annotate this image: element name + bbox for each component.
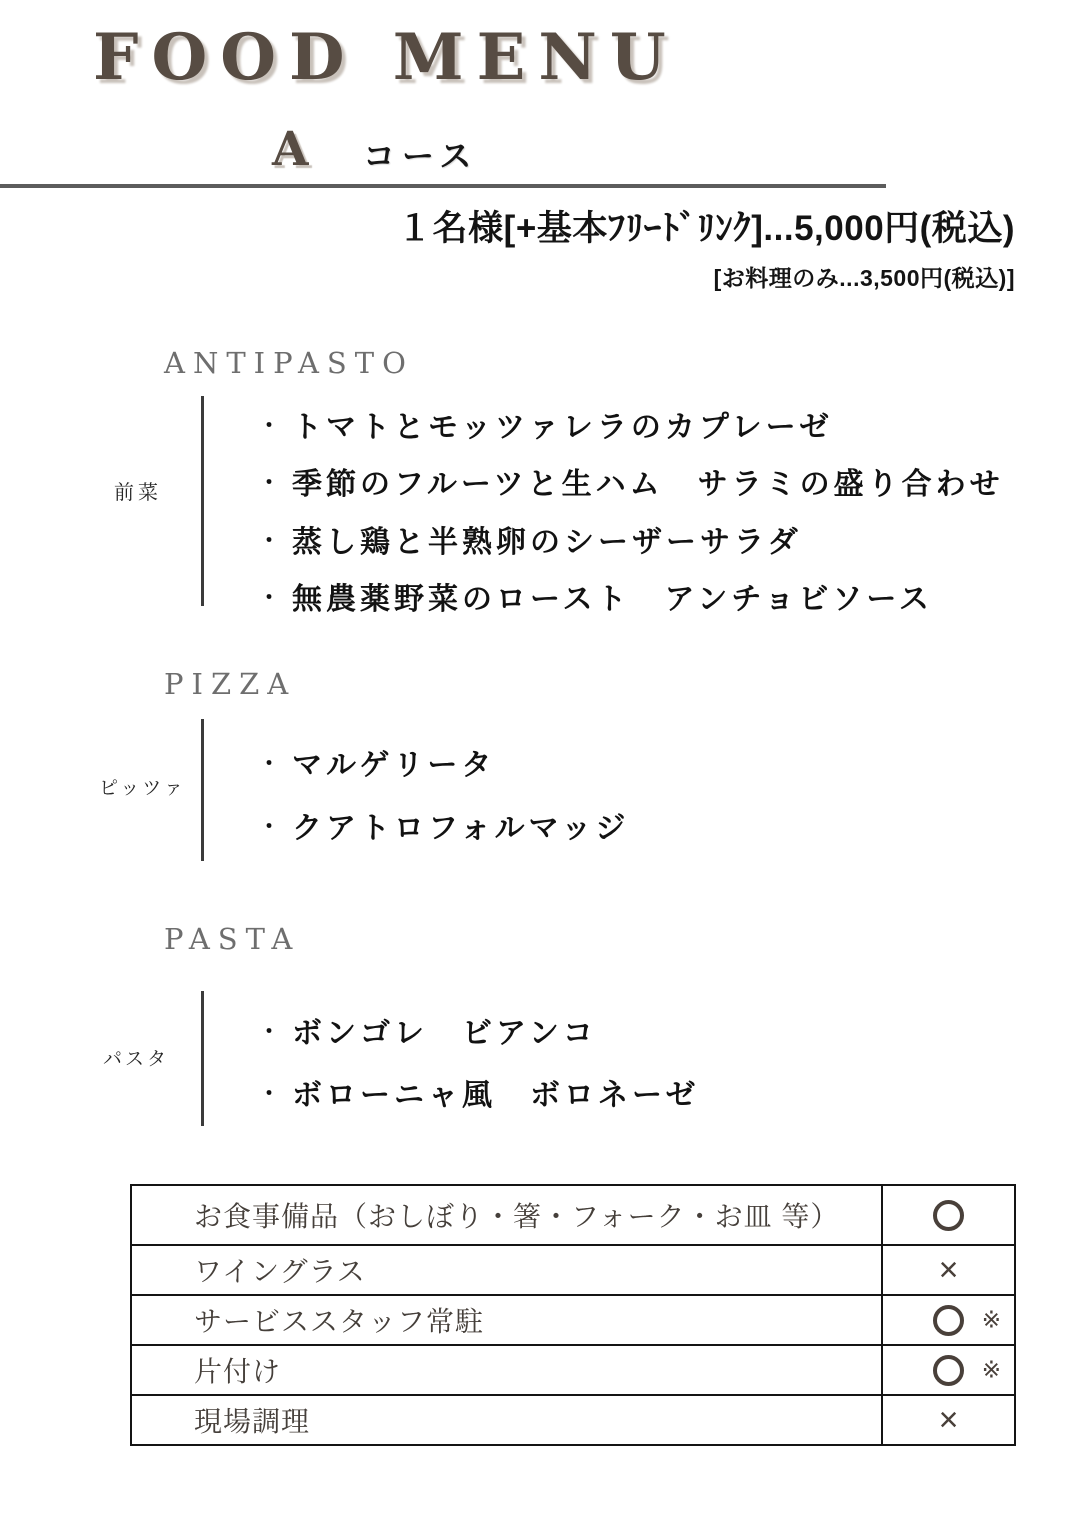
menu-item: [258, 1070, 699, 1114]
availability-mark-icon: [933, 1200, 964, 1231]
table-row-label: ワイングラス: [132, 1246, 883, 1294]
service-table: [130, 1184, 1016, 1446]
availability-mark-icon: [933, 1305, 964, 1336]
table-row: [132, 1296, 1014, 1346]
availability-mark-icon: [933, 1355, 964, 1386]
note-mark: ※: [981, 1356, 1001, 1383]
availability-mark-icon: ×: [938, 1401, 959, 1439]
menu-item: [258, 459, 1004, 503]
menu-item-label: 季節のフルーツと生ハム サラミの盛り合わせ: [292, 468, 1004, 501]
course-label: コース: [363, 138, 479, 174]
menu-item-label: クアトロフォルマッジ: [292, 812, 630, 845]
table-row-label: 現場調理: [132, 1396, 883, 1444]
availability-cell: [883, 1296, 1014, 1344]
menu-item: [258, 517, 802, 561]
table-row: [132, 1246, 1014, 1296]
table-row-label: サービススタッフ常駐: [132, 1296, 883, 1344]
table-row: [132, 1396, 1014, 1444]
bullet-icon: ・: [258, 412, 285, 438]
header-divider-line: [0, 184, 886, 188]
menu-item-label: 無農薬野菜のロースト アンチョビソース: [292, 583, 933, 616]
section-divider-pizza: [201, 719, 204, 861]
table-row: [132, 1186, 1014, 1246]
table-row: [132, 1346, 1014, 1396]
availability-cell: [883, 1186, 1014, 1244]
availability-mark-icon: ×: [938, 1251, 959, 1289]
table-row-label: 片付け: [132, 1346, 883, 1394]
bullet-icon: ・: [258, 584, 285, 610]
menu-item-label: 蒸し鶏と半熟卵のシーザーサラダ: [292, 526, 802, 559]
note-mark: ※: [981, 1306, 1001, 1333]
section-label-pizza: ピッツァ: [99, 778, 187, 799]
price-food-only: [お料理のみ...3,500円(税込)]: [713, 265, 1015, 291]
bullet-icon: ・: [258, 813, 285, 839]
menu-item: [258, 803, 629, 847]
section-label-antipasto: 前菜: [114, 482, 162, 504]
bullet-icon: ・: [258, 527, 285, 553]
section-label-pasta: パスタ: [103, 1049, 170, 1070]
bullet-icon: ・: [258, 1080, 285, 1106]
section-heading-pasta: PASTA: [164, 922, 301, 956]
section-divider-antipasto: [201, 396, 204, 606]
table-row-label: お食事備品（おしぼり・箸・フォーク・お皿 等）: [132, 1186, 883, 1244]
menu-item: [258, 740, 495, 784]
section-divider-pasta: [201, 991, 204, 1126]
menu-item: [258, 402, 833, 446]
menu-item-label: ボンゴレ ビアンコ: [292, 1017, 597, 1050]
availability-cell: [883, 1246, 1014, 1294]
section-heading-pizza: PIZZA: [164, 667, 297, 701]
menu-item: [258, 1008, 597, 1052]
availability-cell: [883, 1346, 1014, 1394]
menu-item-label: トマトとモッツァレラのカプレーゼ: [292, 411, 834, 444]
availability-cell: [883, 1396, 1014, 1444]
course-letter: A: [272, 122, 309, 177]
price-per-person: １名様[+基本ﾌﾘｰﾄﾞﾘﾝｸ]...5,000円(税込): [397, 209, 1015, 248]
menu-item-label: マルゲリータ: [292, 749, 496, 782]
menu-item: [258, 574, 933, 618]
menu-item-label: ボローニャ風 ボロネーゼ: [292, 1079, 700, 1112]
bullet-icon: ・: [258, 750, 285, 776]
bullet-icon: ・: [258, 469, 285, 495]
section-heading-antipasto: ANTIPASTO: [164, 346, 414, 380]
page-title: FOOD MENU: [93, 20, 679, 95]
bullet-icon: ・: [258, 1018, 285, 1044]
